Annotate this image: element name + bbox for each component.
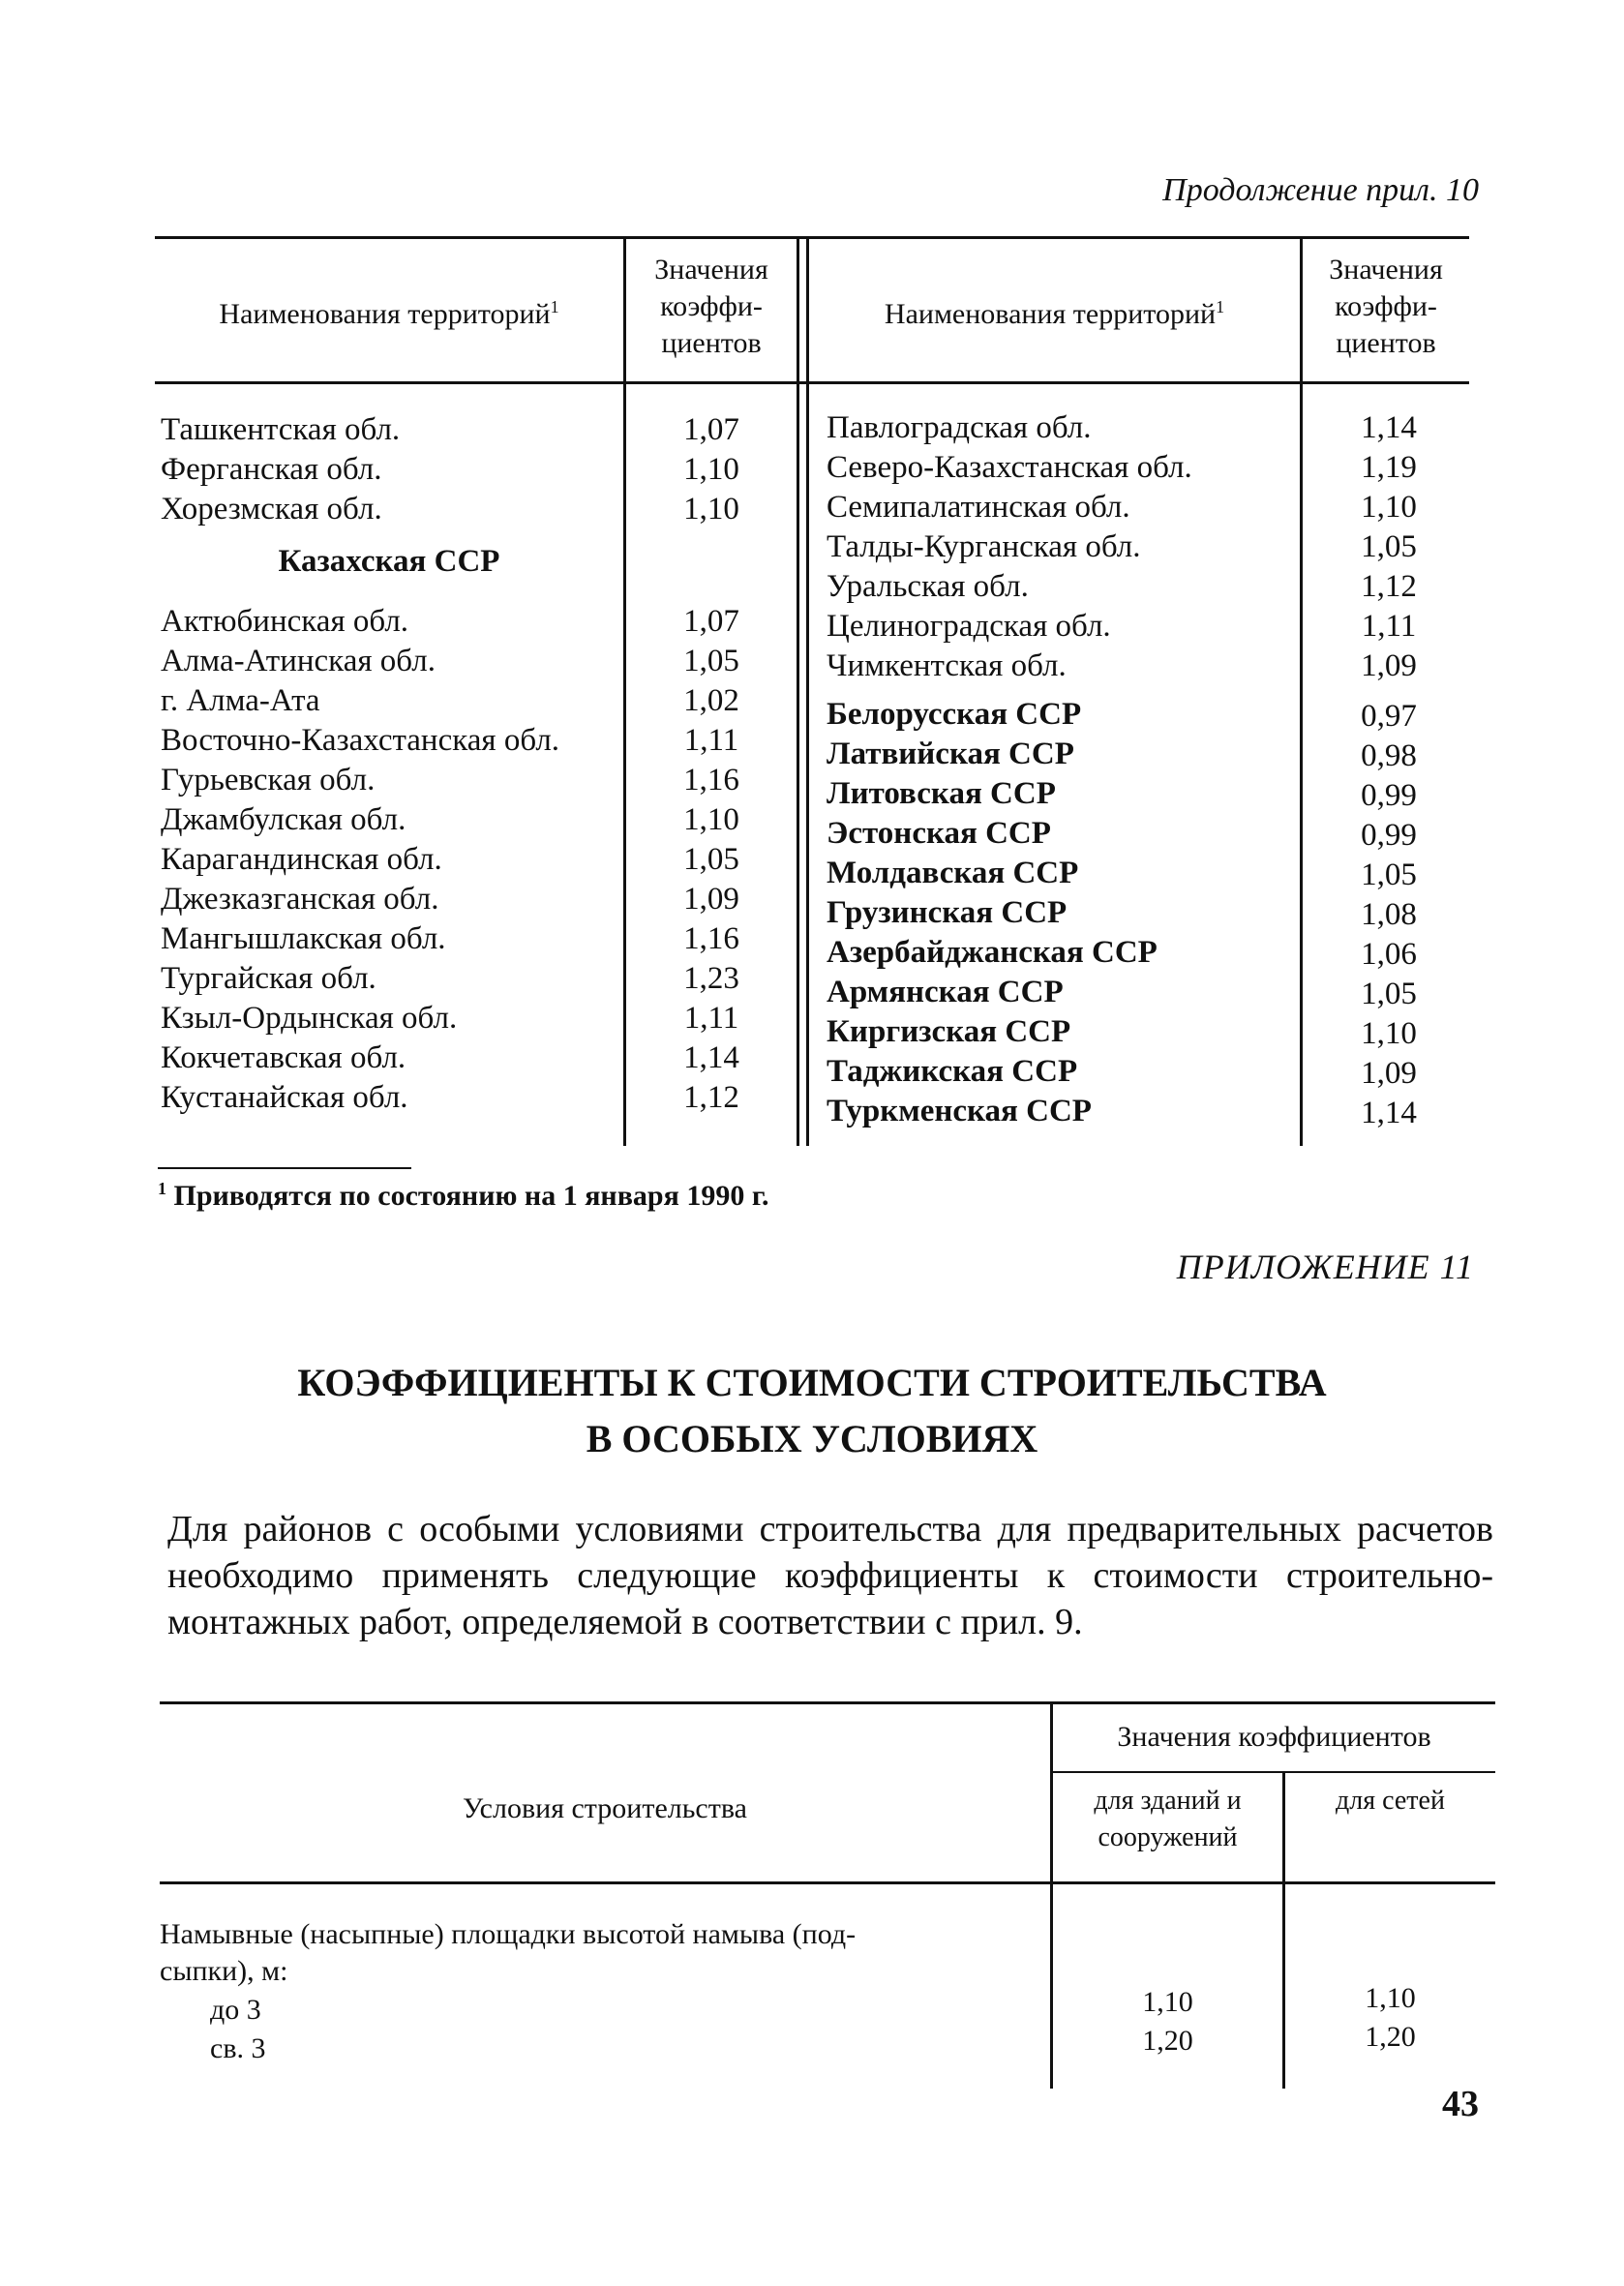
territory-name: Тургайская обл. [161,961,376,996]
header-territory-name-right: Наименования территорий$^1$ [884,297,1225,330]
territory-name: Кустанайская обл. [161,1080,408,1115]
coefficient-value: 1,05 [1361,857,1417,892]
special-conditions-table [160,1701,1495,2089]
territory-name: Гурьевская обл. [161,763,376,797]
territory-name: Павлоградская обл. [827,410,1092,445]
territory-name: Карагандинская обл. [161,842,442,877]
coefficient-value: 1,05 [1361,529,1417,564]
continuation-label: Продолжение прил. 10 [1162,172,1479,208]
territory-name: Джезказганская обл. [161,882,439,917]
header-coefficient-left: Значения коэффи- циентов [654,254,768,359]
territory-name: Молдавская ССР [827,856,1079,890]
territory-name: Семипалатинская обл. [827,490,1130,525]
row-heading: Намывные (насыпные) площадки высотой намыва (под- сыпки), м: [160,1918,857,1987]
appendix-title: ПРИЛОЖЕНИЕ 11 [1176,1248,1474,1286]
coefficient-value: 1,09 [1361,648,1417,683]
coefficient-value: 1,10 [1361,490,1417,525]
territory-name: Восточно-Казахстанская обл. [161,723,560,758]
coefficient-value: 1,14 [1361,410,1417,445]
footnote: $^1$ Приводятся по состоянию на 1 января 1990 г. [158,1179,769,1212]
territory-name: Талды-Курганская обл. [827,529,1141,564]
page-number: 43 [1442,2084,1479,2124]
header-territory-name-left: Наименования территорий$^1$ [219,297,559,330]
territory-name: Кзыл-Ордынская обл. [161,1001,458,1036]
territory-name: Киргизская ССР [827,1014,1071,1049]
coefficient-value: 1,16 [683,921,739,956]
territory-name: г. Алма-Ата [161,683,320,718]
territory-name: Белорусская ССР [827,697,1082,732]
territory-name: Джамбулская обл. [161,802,406,837]
header-coefficient-right: Значения коэффи- циентов [1329,254,1443,359]
coefficient-value: 1,19 [1361,450,1417,485]
territory-name: Мангышлакская обл. [161,921,446,956]
coefficient-value: 1,23 [683,961,739,996]
header-buildings: для зданий и сооружений [1094,1786,1242,1852]
body-paragraph: Для районов с особыми условиями строительства для предварительных расчетов необходимо применять следующие коэффициенты к стоимости строительно-монтажных работ, определяемой в соответствии с прил. 9. [167,1509,1493,1642]
territory-name: Туркменская ССР [827,1094,1092,1128]
territory-name: Эстонская ССР [827,816,1051,851]
row-label: св. 3 [210,2032,266,2064]
coefficient-value: 1,16 [683,763,739,797]
territory-name: Чимкентская обл. [827,648,1067,683]
territory-name: Кокчетавская обл. [161,1040,406,1075]
section-heading-kazakh-ssr: Казахская ССР [278,544,500,579]
header-networks: для сетей [1336,1786,1445,1816]
territory-name: Грузинская ССР [827,895,1068,930]
buildings-value: 1,20 [1142,2025,1193,2057]
header-coefficient-values: Значения коэффициентов [1117,1721,1431,1753]
coefficient-value: 1,10 [683,492,739,526]
networks-value: 1,20 [1365,2021,1416,2053]
territory-name: Ташкентская обл. [161,412,401,447]
coefficient-value: 1,11 [683,1001,739,1036]
coefficient-value: 1,12 [1361,569,1417,604]
coefficient-value: 0,98 [1361,738,1417,773]
coefficient-value: 1,14 [1361,1096,1417,1130]
coefficient-value: 0,97 [1361,699,1417,734]
territory-name: Уральская обл. [827,569,1029,604]
networks-value: 1,10 [1365,1982,1416,2014]
coefficient-value: 1,02 [683,683,739,718]
coefficient-value: 1,12 [683,1080,739,1115]
coefficient-value: 1,10 [683,802,739,837]
coefficient-value: 1,11 [1361,609,1417,644]
coefficient-value: 1,10 [683,452,739,487]
coefficient-value: 1,11 [683,723,739,758]
row-label: до 3 [210,1994,261,2026]
coefficient-value: 0,99 [1361,778,1417,813]
territory-name: Алма-Атинская обл. [161,644,436,678]
coefficient-value: 1,09 [683,882,739,917]
section-heading: КОЭФФИЦИЕНТЫ К СТОИМОСТИ СТРОИТЕЛЬСТВА В ОСОБЫХ УСЛОВИЯХ [297,1361,1327,1460]
territory-coefficients-table [155,236,1469,1146]
coefficient-value: 1,08 [1361,897,1417,932]
territory-name: Литовская ССР [827,776,1056,811]
territory-name: Ферганская обл. [161,452,382,487]
footnote-separator [158,1167,411,1169]
coefficient-value: 1,10 [1361,1016,1417,1051]
coefficient-value: 1,06 [1361,937,1417,972]
territory-name: Северо-Казахстанская обл. [827,450,1192,485]
territory-name: Таджикская ССР [827,1054,1078,1089]
coefficient-value: 1,07 [683,604,739,639]
coefficient-value: 1,05 [683,842,739,877]
territory-name: Армянская ССР [827,975,1064,1009]
buildings-value: 1,10 [1142,1986,1193,2018]
coefficient-value: 1,05 [1361,977,1417,1011]
territory-name: Целиноградская обл. [827,609,1111,644]
coefficient-value: 1,09 [1361,1056,1417,1091]
territory-name: Актюбинская обл. [161,604,409,639]
header-conditions: Условия строительства [463,1792,747,1824]
territory-name: Азербайджанская ССР [827,935,1158,970]
coefficient-value: 1,14 [683,1040,739,1075]
territory-name: Хорезмская обл. [161,492,382,526]
coefficient-value: 0,99 [1361,818,1417,853]
coefficient-value: 1,05 [683,644,739,678]
coefficient-value: 1,07 [683,412,739,447]
territory-name: Латвийская ССР [827,737,1074,771]
